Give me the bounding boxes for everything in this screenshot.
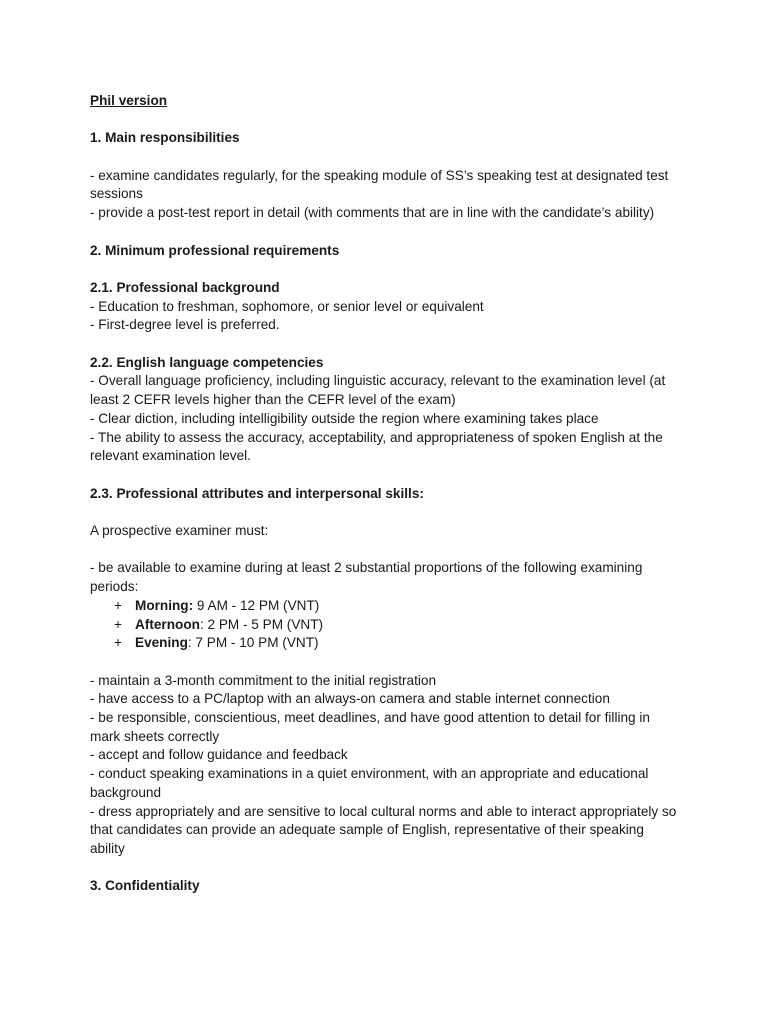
- responsibility-item: - provide a post-test report in detail (with comments that are in line with the candidate’s ability): [90, 205, 655, 221]
- attribute-item: - maintain a 3-month commitment to the initial registration: [90, 672, 437, 688]
- attribute-item: - have access to a PC/laptop with an always-on camera and stable internet connection: [90, 691, 610, 707]
- document-title: Phil version: [90, 93, 168, 108]
- attribute-item: - accept and follow guidance and feedback: [90, 747, 348, 763]
- period-name: Evening: [135, 635, 188, 651]
- section-heading-main-responsibilities: 1. Main responsibilities: [90, 130, 240, 146]
- competency-item: - Overall language proficiency, including linguistic accuracy, relevant to the examination level (at least 2 CEFR levels higher than the CEFR level of the exam): [90, 373, 666, 408]
- period-time: : 7 PM - 10 PM (VNT): [187, 635, 319, 651]
- availability-item: - be available to examine during at least 2 substantial proportions of the following examining periods:: [90, 560, 643, 595]
- period-time: : 2 PM - 5 PM (VNT): [199, 616, 324, 632]
- document-body: [90, 92, 680, 896]
- examining-periods-list: [90, 597, 680, 653]
- subsection-heading-professional-background: 2.1. Professional background: [90, 279, 280, 295]
- bullet-plus: +: [114, 635, 122, 651]
- subsection-heading-english-competencies: 2.2. English language competencies: [90, 354, 324, 370]
- attribute-item: - dress appropriately and are sensitive to local cultural norms and able to interact appropriately so that candidates can provide an adequate sample of English, representative of their speaking ability: [90, 803, 677, 856]
- attribute-item: - be responsible, conscientious, meet deadlines, and have good attention to detail for filling in mark sheets correctly: [90, 710, 650, 744]
- period-item-afternoon: [114, 616, 680, 635]
- requirement-item: - First-degree level is preferred.: [90, 317, 280, 333]
- bullet-plus: +: [114, 616, 122, 632]
- attribute-item: - conduct speaking examinations in a quiet environment, with an appropriate and educational background: [90, 766, 649, 800]
- section-heading-minimum-requirements: 2. Minimum professional requirements: [90, 242, 340, 258]
- period-name: Afternoon: [135, 616, 200, 632]
- period-item-evening: [114, 634, 680, 653]
- requirement-item: - Education to freshman, sophomore, or senior level or equivalent: [90, 298, 484, 314]
- competency-item: - Clear diction, including intelligibility outside the region where examining takes place: [90, 410, 599, 426]
- bullet-plus: +: [114, 597, 122, 613]
- period-time: 9 AM - 12 PM (VNT): [193, 597, 320, 613]
- responsibility-item: - examine candidates regularly, for the speaking module of SS’s speaking test at designated test sessions: [90, 167, 669, 202]
- period-name: Morning:: [135, 597, 194, 613]
- attributes-intro: A prospective examiner must:: [90, 523, 269, 539]
- section-heading-confidentiality: 3. Confidentiality: [90, 878, 200, 894]
- subsection-heading-professional-attributes: 2.3. Professional attributes and interpersonal skills:: [90, 485, 424, 501]
- period-item-morning: [114, 597, 680, 616]
- competency-item: - The ability to assess the accuracy, acceptability, and appropriateness of spoken English at the relevant examination level.: [90, 429, 663, 464]
